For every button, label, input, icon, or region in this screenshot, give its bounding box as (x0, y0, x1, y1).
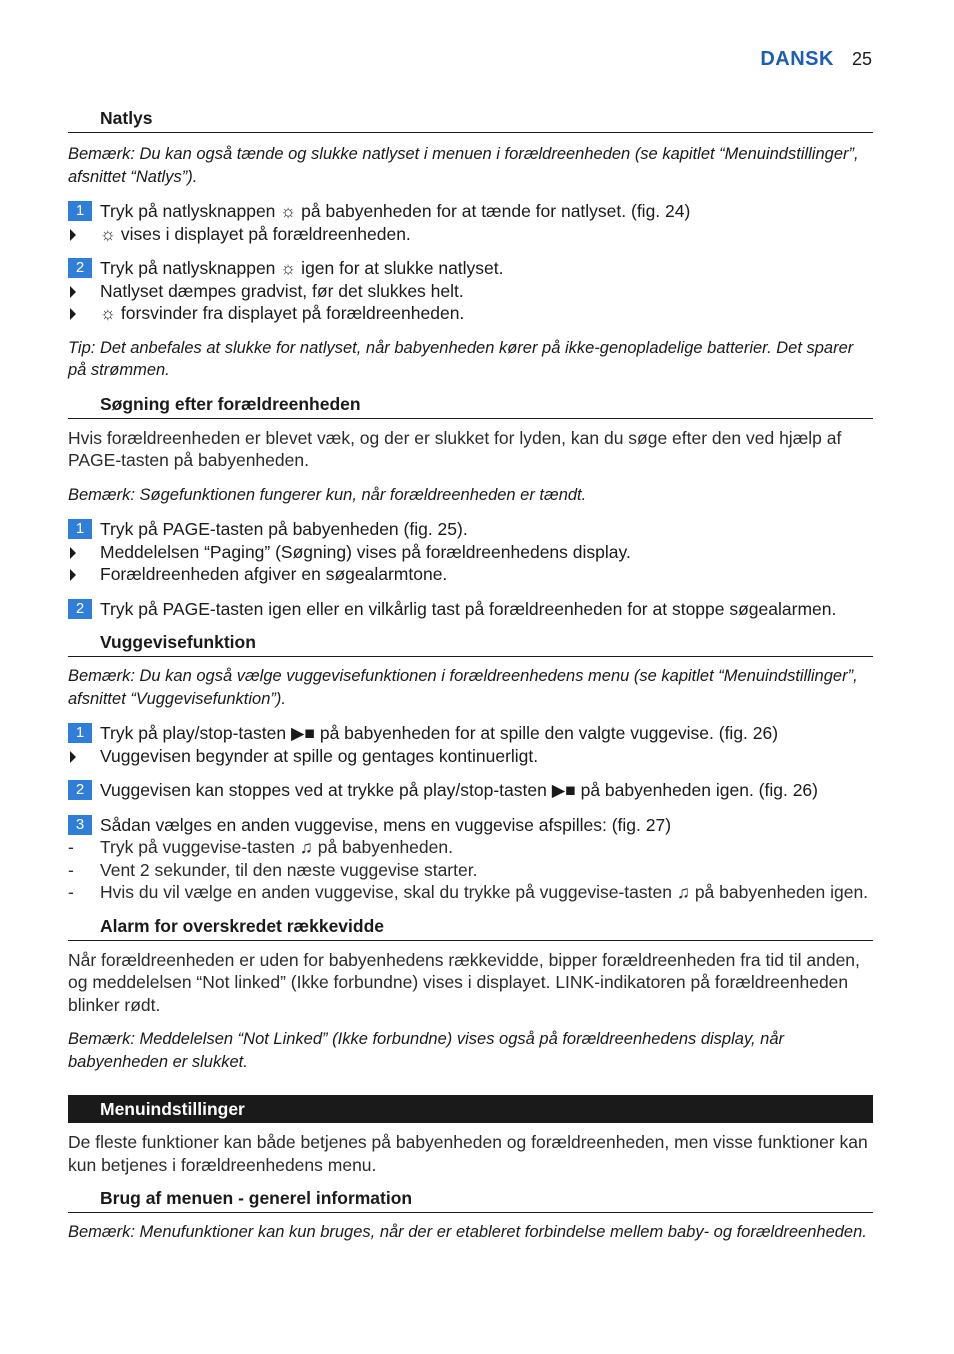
dash-mark: - (68, 882, 74, 902)
dash-item (68, 859, 873, 882)
step-text: Vuggevisen kan stoppes ved at trykke på play/stop-tasten ▶■ på babyenheden igen. (fig. 26) (100, 780, 818, 800)
step-number-badge: 1 (68, 519, 92, 539)
step-text: Tryk på PAGE-tasten igen eller en vilkårlig tast på forældreenheden for at stoppe søgealarmen. (100, 598, 837, 619)
section-heading-range: Alarm for overskredet rækkevidde (68, 912, 873, 941)
dash-mark: - (68, 859, 74, 880)
section-heading-search: Søgning efter forældreenheden (68, 390, 873, 419)
result-arrow-icon (68, 745, 100, 768)
step-number-badge: 3 (68, 815, 92, 835)
result-item (68, 302, 873, 325)
step-search-2 (68, 598, 873, 621)
step-lullaby-1 (68, 722, 873, 745)
step-lullaby-3 (68, 814, 873, 837)
step-number-badge: 2 (68, 599, 92, 619)
dash-text: Vent 2 sekunder, til den næste vuggevise starter. (100, 859, 478, 880)
body-range: Når forældreenheden er uden for babyenhedens rækkevidde, bipper forældreenheden fra tid til anden, og meddelelsen “Not linked” (Ikke forbundne) vises i displayet. LINK-indikatoren på forældreenheden blinker rødt. (68, 949, 860, 1015)
step-text: Tryk på natlysknappen ☼ igen for at slukke natlyset. (100, 258, 504, 278)
result-item (68, 280, 873, 303)
step-text: Tryk på natlysknappen ☼ på babyenheden for at tænde for natlyset. (fig. 24) (100, 201, 691, 221)
result-text: Vuggevisen begynder at spille og gentages kontinuerligt. (100, 745, 539, 766)
step-lullaby-2 (68, 779, 873, 802)
chapter-heading-menu: Menuindstillinger (68, 1095, 873, 1123)
step-search-1 (68, 518, 873, 541)
result-item (68, 745, 873, 768)
result-arrow-icon (68, 280, 100, 303)
result-item (68, 541, 873, 564)
result-arrow-icon (68, 302, 100, 325)
result-arrow-icon (68, 223, 100, 246)
result-text: Forældreenheden afgiver en søgealarmtone. (100, 564, 448, 584)
note-menu-general: Bemærk: Menufunktioner kan kun bruges, når der er etableret forbindelse mellem baby- og forældreenheden. (68, 1223, 867, 1241)
result-item (68, 563, 873, 586)
step-number-badge: 1 (68, 723, 92, 743)
result-text: Meddelelsen “Paging” (Søgning) vises på forældreenhedens display. (100, 541, 631, 562)
step-number-badge: 2 (68, 780, 92, 800)
note-natlys: Bemærk: Du kan også tænde og slukke natlyset i menuen i forældreenheden (se kapitlet “Menuindstillinger”, afsnittet “Natlys”). (68, 145, 859, 186)
step-text: Tryk på play/stop-tasten ▶■ på babyenheden for at spille den valgte vuggevise. (fig. 26) (100, 723, 779, 743)
note-search: Bemærk: Søgefunktionen fungerer kun, når forældreenheden er tændt. (68, 485, 587, 504)
dash-text: Hvis du vil vælge en anden vuggevise, skal du trykke på vuggevise-tasten ♫ på babyenheden igen. (100, 882, 869, 902)
step-number-badge: 1 (68, 201, 92, 221)
result-text: ☼ vises i displayet på forældreenheden. (100, 223, 411, 244)
section-heading-natlys: Natlys (68, 104, 873, 133)
result-arrow-icon (68, 541, 100, 564)
page-header (760, 48, 872, 71)
page-number: 25 (851, 49, 872, 69)
page-content (68, 104, 873, 1244)
language-label: DANSK (760, 48, 834, 70)
result-item (68, 223, 873, 246)
body-search: Hvis forældreenheden er blevet væk, og der er slukket for lyden, kan du søge efter den ved hjælp af PAGE-tasten på babyenheden. (68, 427, 842, 470)
result-arrow-icon (68, 563, 100, 586)
dash-item (68, 881, 873, 904)
step-text: Sådan vælges en anden vuggevise, mens en vuggevise afspilles: (fig. 27) (100, 814, 672, 835)
result-text: ☼ forsvinder fra displayet på forældreenheden. (100, 303, 465, 323)
step-text: Tryk på PAGE-tasten på babyenheden (fig. 25). (100, 519, 468, 539)
dash-mark: - (68, 837, 74, 857)
note-range: Bemærk: Meddelelsen “Not Linked” (Ikke forbundne) vises også på forældreenhedens display, når babyenheden er slukket. (68, 1030, 784, 1071)
dash-text: Tryk på vuggevise-tasten ♫ på babyenheden. (100, 837, 453, 857)
section-heading-menu-general: Brug af menuen - generel information (68, 1184, 873, 1213)
tip-natlys: Tip: Det anbefales at slukke for natlyset, når babyenheden kører på ikke-genopladelige batterier. Det sparer på strømmen. (68, 338, 854, 379)
step-number-badge: 2 (68, 258, 92, 278)
step-natlys-2 (68, 257, 873, 280)
section-heading-lullaby: Vuggevisefunktion (68, 628, 873, 657)
step-natlys-1 (68, 200, 873, 223)
dash-item (68, 836, 873, 859)
note-lullaby: Bemærk: Du kan også vælge vuggevisefunktionen i forældreenhedens menu (se kapitlet “Menuindstillinger”, afsnittet “Vuggevisefunktion”). (68, 667, 858, 708)
result-text: Natlyset dæmpes gradvist, før det slukkes helt. (100, 280, 464, 301)
body-menu: De fleste funktioner kan både betjenes på babyenheden og forældreenheden, men visse funktioner kan kun betjenes i forældreenhedens menu. (68, 1132, 868, 1175)
